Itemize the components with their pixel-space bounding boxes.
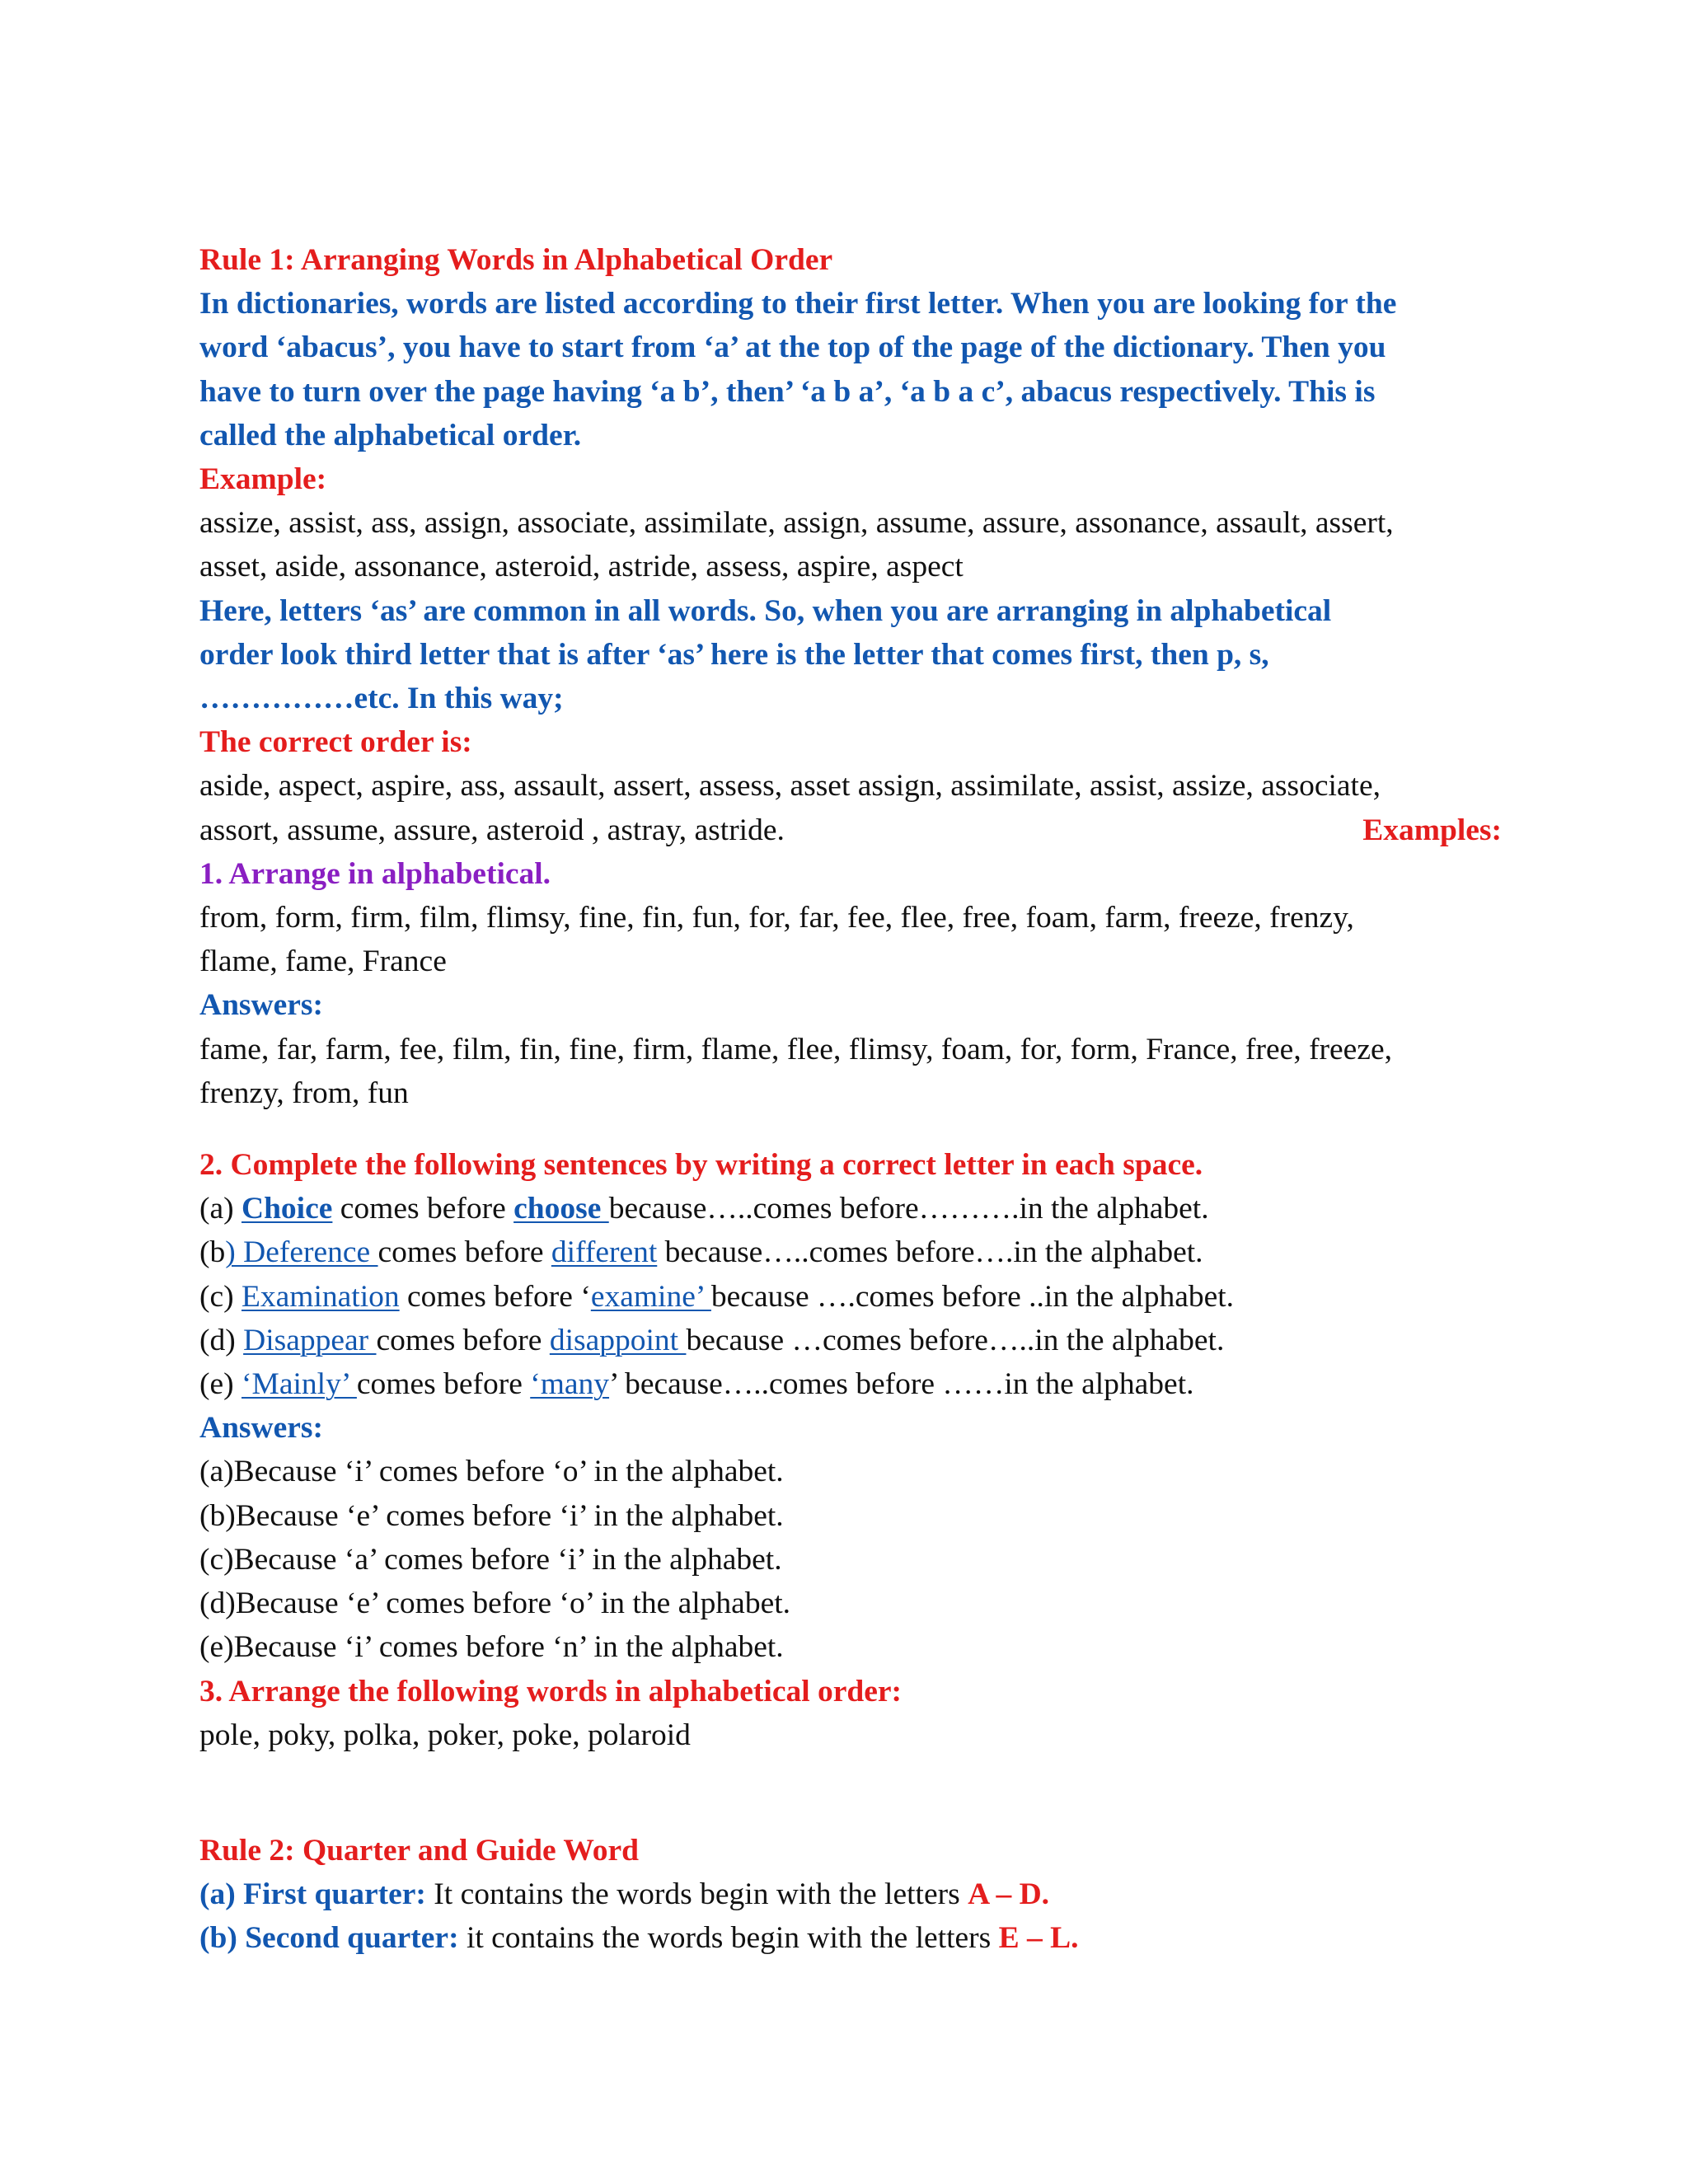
exercise1-answer-line: frenzy, from, fun [199, 1076, 409, 1110]
word-link-examine[interactable]: examine’ [590, 1279, 711, 1314]
sentence-middle: comes before [356, 1367, 531, 1402]
quarter-text: It contains the words begin with the letters [425, 1877, 968, 1912]
rule1-title: Rule 1: Arranging Words in Alphabetical Order [199, 243, 833, 277]
exercise2-title: 2. Complete the following sentences by writing a correct letter in each space. [199, 1148, 1203, 1183]
explanation-line: order look third letter that is after ‘as’ here is the letter that comes first, then p, s, [199, 637, 1269, 672]
section-spacer [199, 1757, 1502, 1829]
exercise2-sentence [199, 1230, 1502, 1274]
rule2-title: Rule 2: Quarter and Guide Word [199, 1833, 640, 1868]
exercise1-words-line: flame, fame, France [199, 944, 447, 979]
correct-order-label: The correct order is: [199, 725, 472, 760]
rule1-intro-line: word ‘abacus’, you have to start from ‘a’ at the top of the page of the dictionary. Then you [199, 330, 1386, 365]
correct-order-line: aside, aspect, aspire, ass, assault, assert, assess, asset assign, assimilate, assist, assize, associate, [199, 769, 1381, 804]
word-link-different[interactable]: different [551, 1235, 658, 1270]
exercise2-answer: (a)Because ‘i’ comes before ‘o’ in the alphabet. [199, 1455, 784, 1489]
sentence-middle: comes before [377, 1235, 551, 1270]
word-link-mainly[interactable]: ‘Mainly’ [241, 1367, 357, 1402]
sentence-middle: comes before [332, 1192, 514, 1226]
word-link-examination[interactable]: Examination [241, 1279, 400, 1314]
sentence-prefix: (b [199, 1235, 226, 1270]
explanation-line: ……………etc. In this way; [199, 682, 564, 716]
rule1-intro-line: In dictionaries, words are listed according to their first letter. When you are looking for the [199, 287, 1397, 321]
quarter-label: (a) First quarter: [199, 1877, 426, 1912]
example-words-line: asset, aside, assonance, asteroid, astride, assess, aspire, aspect [199, 550, 964, 584]
example-label: Example: [199, 462, 327, 497]
exercise2-sentence [199, 1275, 1502, 1319]
worksheet-page [199, 238, 1502, 1961]
exercise1-words-line: from, form, firm, film, flimsy, fine, fin, fun, for, far, fee, flee, free, foam, farm, freeze, frenzy, [199, 901, 1354, 935]
sentence-middle: comes before [376, 1323, 550, 1357]
section-spacer [199, 1115, 1502, 1143]
word-link-disappear[interactable]: Disappear [243, 1323, 377, 1357]
sentence-suffix: because ….comes before ..in the alphabet. [710, 1279, 1235, 1314]
correct-order-line-with-label [199, 808, 1502, 852]
example-words-line: assize, assist, ass, assign, associate, assimilate, assign, assume, assure, assonance, assault, assert, [199, 506, 1394, 541]
quarter-label: (b) Second quarter: [199, 1921, 459, 1956]
word-link-many[interactable]: ‘many [530, 1367, 610, 1402]
sentence-suffix: because…..comes before……….in the alphabet. [608, 1192, 1209, 1226]
rule1-intro-line: have to turn over the page having ‘a b’, then’ ‘a b a’, ‘a b a c’, abacus respectively. This is [199, 374, 1376, 409]
exercise2-sentence [199, 1319, 1502, 1362]
exercise2-answers-label: Answers: [199, 1411, 323, 1446]
exercise1-answers-label: Answers: [199, 988, 323, 1023]
sentence-suffix: because …comes before…..in the alphabet. [686, 1323, 1225, 1357]
quarter-range: E – L. [998, 1921, 1079, 1956]
sentence-prefix: (c) [199, 1279, 241, 1314]
exercise2-answer: (e)Because ‘i’ comes before ‘n’ in the alphabet. [199, 1630, 784, 1665]
quarter-range: A – D. [968, 1877, 1050, 1912]
quarter-text: it contains the words begin with the letters [458, 1921, 999, 1956]
word-link-deference[interactable]: ) Deference [225, 1235, 378, 1270]
examples-label: Examples: [1362, 813, 1502, 847]
exercise2-sentence [199, 1362, 1502, 1406]
sentence-prefix: (a) [199, 1192, 241, 1226]
word-link-choose[interactable]: choose [513, 1192, 609, 1226]
rule1-intro-line: called the alphabetical order. [199, 418, 582, 452]
exercise1-title: 1. Arrange in alphabetical. [199, 856, 551, 891]
exercise3-words: pole, poky, polka, poker, poke, polaroid [199, 1718, 691, 1752]
sentence-prefix: (d) [199, 1323, 244, 1357]
sentence-prefix: (e) [199, 1367, 241, 1402]
exercise2-answer: (c)Because ‘a’ comes before ‘i’ in the alphabet. [199, 1542, 782, 1577]
sentence-suffix: because…..comes before….in the alphabet. [657, 1235, 1203, 1270]
word-link-choice[interactable]: Choice [241, 1192, 333, 1226]
word-link-disappoint[interactable]: disappoint [549, 1323, 687, 1357]
exercise2-answer: (b)Because ‘e’ comes before ‘i’ in the alphabet. [199, 1498, 784, 1533]
sentence-suffix: ’ because…..comes before ……in the alphabet. [609, 1367, 1194, 1402]
exercise2-sentence [199, 1187, 1502, 1230]
sentence-middle: comes before ‘ [399, 1279, 591, 1314]
rule2-item [199, 1872, 1502, 1916]
explanation-line: Here, letters ‘as’ are common in all words. So, when you are arranging in alphabetical [199, 593, 1332, 628]
exercise2-answer: (d)Because ‘e’ comes before ‘o’ in the alphabet. [199, 1586, 791, 1621]
rule2-item [199, 1916, 1502, 1960]
exercise3-title: 3. Arrange the following words in alphabetical order: [199, 1674, 903, 1708]
correct-order-line: assort, assume, assure, asteroid , astray, astride. [199, 813, 785, 847]
exercise1-answer-line: fame, far, farm, fee, film, fin, fine, firm, flame, flee, flimsy, foam, for, form, France, free, freeze, [199, 1032, 1392, 1066]
